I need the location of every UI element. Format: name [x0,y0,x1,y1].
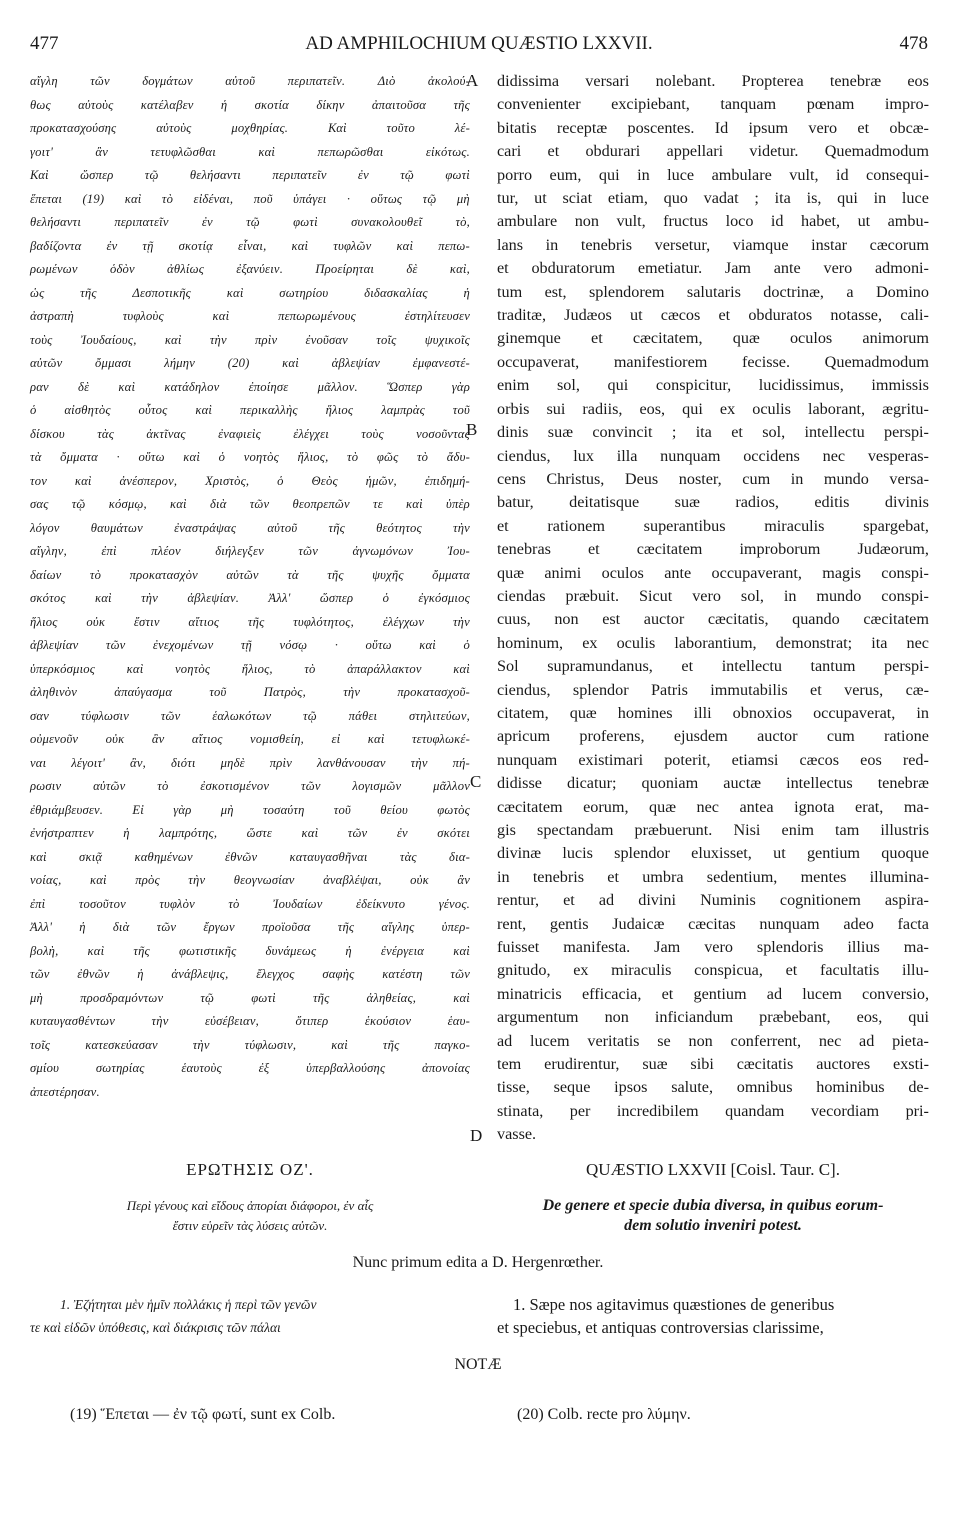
latin-text-line: ciendas præbuit. Sicut vero sol, in mundo conspi- [497,586,929,605]
latin-text-line: rentur, et ad divini Numinis cognitionem aspira- [497,891,929,910]
latin-text-line: ciendus, splendor Patris immutabilis et verus, cæ- [497,680,929,699]
latin-text-line: fuisset manifesta. Jam vero splendoris illius ma- [497,938,929,957]
greek-text-line: ἕπεται (19) καὶ τὸ εἰδέναι, ποῦ ὑπάγει · οὕτως τῷ μὴ [30,191,470,206]
latin-text-line: tum est, splendorem salutaris doctrinæ, a Domino [497,282,929,301]
greek-question-heading: ΕΡΩΤΗΣΙΣ ΟΖ'. [186,1160,314,1179]
edition-note: Nunc primum edita a D. Hergenrœther. [352,1254,604,1271]
latin-text-line: ciendus, lux illa nunquam occidens nec vesperas- [497,446,929,465]
greek-text-line: ἐπὶ τοσοῦτον τυφλὸν τὸ Ἰουδαίων ἐδείκνυτο γένος. [30,896,470,911]
latin-text-line: tur, ut sciat etiam, quo vadat ; ita is, qui in luce [497,189,929,208]
greek-text-line: οὐμενοῦν οὐκ ἂν αἴτιος νομισθείη, εἰ καὶ τετυφλωκέ- [30,732,470,746]
greek-text-line: τὰ ὄμματα · οὕτω καὶ ὁ νοητὸς ἥλιος, τὸ φῶς τὸ ἄδυ- [30,450,470,464]
latin-text-line: bitatis receptæ poscentes. Id ipsum vero et obcæ- [497,118,929,137]
greek-text-line: τον καὶ ἀνέσπερον, Χριστὸς, ὁ Θεὸς ἡμῶν, ἐπιδημή- [30,473,470,488]
greek-text-line: σμίου σωτηρίας ἑαυτοὺς ἐξ ὑπερβαλλούσης ἀπονοίας [30,1061,470,1075]
greek-text-line: ὁ αἰσθητὸς οὗτος καὶ περικαλλὴς ἥλιος λαμπρὰς τοῦ [30,403,470,417]
greek-text-line: Ἀλλ' ἡ διὰ τῶν ἔργων προϊοῦσα τῆς αἴγλης ὑπερ- [30,920,470,934]
latin-question-heading: QUÆSTIO LXXVII [Coisl. Taur. C]. [586,1160,840,1179]
greek-text-line: βολὴ, καὶ τῆς φωτιστικῆς δυνάμεως ἡ ἐνέργεια καὶ [30,943,470,958]
greek-text-line: θως αὐτοὺς κατέλαβεν ἡ σκοτία δίκην ἀπαιτοῦσα τῆς [30,97,470,112]
latin-text-line: batur, deitatisque suæ radios, editis divinis [497,493,929,512]
latin-text-line: vasse. [497,1125,537,1144]
latin-text-line: et rationem superantibus miraculis spargebat, [497,516,929,535]
latin-text-line: ambulare non vult, fructus loco id habet, ut ambu- [497,212,929,231]
greek-text-line: ἀβλεψίαν τῶν ἐνεχομένων τῇ νόσῳ · οὕτω καὶ ὁ [30,638,470,652]
latin-column [497,70,929,1147]
latin-text-line: divinæ lucis splendor eluxisset, ut gentium quoque [497,844,929,863]
greek-text-line: ὡς τῆς Δεσποτικῆς καὶ σωτηρίου διδασκαλίας ἡ [30,285,470,300]
greek-text-line: ναι λέγοιτ' ἂν, διότι μηδὲ πρὶν λανθάνουσαν τὴν πή- [30,755,470,770]
greek-text-line: λόγον θαυμάτων ἐναστράψας αὐτοῦ τῆς θεότητος τὴν [30,520,470,535]
latin-subtitle-line: dem solutio inveniri potest. [624,1217,802,1234]
footnote-19: (19) Ἕπεται — ἐν τῷ φωτί, sunt ex Colb. [70,1406,336,1423]
latin-text-line: minatricis efficacia, et gentium ad lucem conversio, [497,984,929,1003]
latin-p1-line: et speciebus, et antiquas controversias clarissime, [497,1318,824,1337]
greek-text-line: νοίας, καὶ πρὸς τὴν θεογνωσίαν ἀναβλέψαι, οὐκ ἂν [30,873,470,887]
latin-text-line: et obduratorum emetiatur. Jam ante vero admoni- [497,259,929,278]
greek-text-line: αἴγλην, ἐπὶ πλέον διήλεγξεν τῶν ἀγνωμόνων Ἰου- [30,544,470,558]
latin-text-line: didissima versari nolebant. Propterea tenebræ eos [497,72,929,90]
latin-text-line: rent, gentis Judaicæ cæcitas nunquam adeo facta [497,914,929,933]
greek-text-line: ἀστραπὴ τυφλοὺς καὶ πεπωρωμένους ἐστηλίτευσεν [30,309,470,323]
greek-text-line: μὴ προσδραμόντων τῷ φωτὶ τῆς ἀληθείας, καὶ [30,990,470,1005]
greek-p1-line: 1. Ἐζήτηται μὲν ἡμῖν πολλάκις ἡ περὶ τῶν γενῶν [60,1297,317,1312]
greek-text-line: καὶ σκιᾷ καθημένων ἐθνῶν καταυγασθῆναι τὰς δια- [30,849,470,864]
latin-text-line: ginemque et cæcitatem, quæ oculos animorum [497,329,929,348]
page-number-left: 477 [30,33,59,54]
greek-text-line: γοιτ' ἂν τετυφλῶσθαι καὶ πεπωρῶσθαι εἰκότως. [30,144,470,159]
greek-text-line: προκατασχούσης αὐτοὺς μοχθηρίας. Καὶ τοῦτο λέ- [30,121,470,135]
greek-column [30,70,470,1104]
greek-text-line: δίσκου τὰς ἀκτῖνας ἐναφιεὶς ἐλέγχει τοὺς νοσοῦντας [30,426,470,441]
greek-text-line: αἴγλη τῶν δογμάτων αὐτοῦ περιπατεῖν. Διὸ ἀκολού- [30,74,470,88]
latin-text-line: orbis sui radiis, eos, qui ex oculis laborant, ægritu- [497,399,929,418]
latin-text-line: apricum proferens, ejusdem auctor cum ratione [497,727,929,746]
latin-text-line: gnitudo, ex miraculis conspicua, et facultatis illu- [497,961,929,980]
greek-text-line: τοὺς Ἰουδαίους, καὶ τὴν πρὶν ἐνοῦσαν τοῖς ψυχικοῖς [30,332,470,347]
latin-text-line: nunquam existimari poterit, etiamsi cæcos eos red- [497,750,929,769]
latin-text-line: porro eum, qui in luce ambulare vult, id consequi- [497,165,929,184]
latin-text-line: enim sol, qui conspicitur, lucidissimus, immissis [497,376,929,395]
greek-paragraph-1 [30,1293,470,1339]
greek-text-line: σας τῷ κόσμῳ, καὶ διὰ τῶν θεοπρεπῶν τε καὶ ὑπὲρ [30,497,470,511]
latin-text-line: tem erudirentur, suæ sibi cæcitatis auctores exsti- [497,1055,929,1074]
latin-text-line: tenebras et cæcitatem improborum Judæorum, [497,540,929,559]
greek-text-line: δαίων τὸ προκατασχὸν αὐτῶν τὰ τῆς ψυχῆς ὄμματα [30,567,470,582]
latin-text-line: traditæ, Judæos ut cæcos et obduratos notasse, cali- [497,306,929,325]
latin-text-line: dinis suæ convincit ; ita et sol, intellectu perspi- [497,423,929,442]
greek-subtitle-line: ἔστιν εὑρεῖν τὰς λύσεις αὐτῶν. [172,1218,328,1233]
latin-text-line: in tenebris et umbra sedentium, mentes illumina- [497,867,929,886]
greek-text-line: σαν τύφλωσιν τῶν ἑαλωκότων τῷ πάθει στηλιτεύων, [30,708,470,723]
greek-text-line: ἐνήστραπτεν ἡ λαμπρότης, ὥστε καὶ τῶν ἐν σκότει [30,826,470,840]
margin-letter-a: A [466,71,479,90]
margin-letter-c: C [470,772,482,791]
latin-text-line: quæ animi oculos ante occupaverant, magis conspi- [497,563,929,582]
latin-text-line: cari et obdurari appellari videtur. Quemadmodum [497,142,929,161]
margin-letter-d: D [470,1126,483,1145]
latin-text-line: citatem, quæ homines illi obnoxios occupaverat, in [497,703,929,722]
latin-text-line: ad lucem veritatis se non conferrent, nec ad pieta- [497,1031,929,1050]
latin-text-line: cuus, non est auctor cæcitatis, quando cæcitatem [497,610,929,629]
greek-subtitle-line: Περὶ γένους καὶ εἴδους ἀπορίαι διάφοροι, ἐν αἷς [126,1198,374,1213]
greek-text-line: ἐθριάμβευσεν. Εἰ γὰρ μὴ τοσαύτη τοῦ θείου φωτὸς [30,802,470,817]
latin-subtitle-line: De genere et specie dubia diversa, in quibus eorum- [542,1197,884,1214]
greek-text-line: βαδίζοντα ἐν τῇ σκοτίᾳ εἶναι, καὶ τυφλῶν καὶ πεπω- [30,238,470,253]
latin-question-subtitle [497,1196,929,1236]
latin-text-line: cæcitatem eorum, quæ nec antea ignota erat, ma- [497,797,929,816]
greek-text-line: ρωσιν αὐτῶν τὸ ἐσκοτισμένον τῶν λογισμῶν μᾶλλον [30,779,470,793]
latin-text-line: stinata, per incredibilem quandam vecordiam pri- [497,1101,929,1120]
page-number-right: 478 [899,33,928,54]
margin-letter-b: B [466,420,478,439]
greek-text-line: κυταυγασθέντων τὴν εὐσέβειαν, ὅτιπερ ἑκούσιον ἑαυ- [30,1014,470,1028]
greek-p1-line: τε καὶ εἰδῶν ὑπόθεσις, καὶ διάκρισις τῶν πάλαι [30,1320,281,1335]
latin-p1-line: 1. Sæpe nos agitavimus quæstiones de generibus [513,1295,835,1314]
latin-text-line: cens Christus, Deus noster, cum in mundo versa- [497,469,929,488]
greek-text-line: ἀπεστέρησαν. [30,1084,100,1099]
footnote-20: (20) Colb. recte pro λύμην. [517,1406,691,1423]
latin-text-line: convenienter excipiebant, tanquam pœnam impro- [497,95,929,114]
latin-text-line: occupaverat, manifestiorem fecisse. Quemadmodum [497,352,929,371]
greek-question-subtitle [30,1196,470,1236]
latin-text-line: tisse, seque ipsos salute, omnibus hominibus de- [497,1078,929,1097]
greek-text-line: σκότος καὶ τὴν ἀβλεψίαν. Ἀλλ' ὥσπερ ὁ ἐγκόσμιος [30,591,470,605]
greek-text-line: ἥλιος οὐκ ἔστιν αἴτιος τῆς τυφλότητος, ἐλέγχων τὴν [30,614,470,629]
running-header [30,30,928,58]
latin-text-line: didisse dicatur; quoniam auctæ intellectus tenebræ [497,774,929,793]
greek-text-line: ραν δὲ καὶ κατάδηλον ἐποίησε μᾶλλον. Ὥσπερ γὰρ [30,379,470,394]
greek-text-line: θελήσαντι περιπατεῖν ἐν τῷ φωτὶ συνακολουθεῖ τὸ, [30,215,470,229]
latin-paragraph-1 [497,1293,929,1339]
latin-text-line: Sol supramundanus, et intellectu tantum perspi- [497,657,929,676]
greek-text-line: τῶν ἐθνῶν ἡ ἀνάβλεψις, ἔλεγχος σαφὴς κατέστη τῶν [30,967,470,981]
latin-text-line: argumentum non inficiandum præbebant, eos, qui [497,1008,929,1027]
greek-text-line: Καὶ ὥσπερ τῷ θελήσαντι περιπατεῖν ἐν τῷ φωτὶ [30,168,470,182]
running-title: AD AMPHILOCHIUM QUÆSTIO LXXVII. [305,33,653,54]
greek-text-line: ρωμένων ὁδὸν ἀθλίως ἐξανύειν. Προείρηται δὲ καὶ, [30,262,470,276]
latin-text-line: hominum, ex oculis laborantium, demonstrat; ita nec [497,633,929,652]
greek-text-line: τοῖς κατεσκεύασαν τὴν τύφλωσιν, καὶ τῆς παγκο- [30,1037,470,1052]
greek-text-line: αὐτῶν ὄμμασι λήμην (20) καὶ ἀβλεψίαν ἐμφανεστέ- [30,356,470,370]
notes-heading: NOTÆ [454,1356,502,1373]
greek-text-line: ὑπερκόσμιος καὶ νοητὸς ἥλιος, τὸ ἀπαράλλακτον καὶ [30,661,470,676]
latin-text-line: gis spectandam præbuerunt. Nisi enim tam illustris [497,821,929,839]
latin-text-line: lans in tenebris versetur, viamque instar cæcorum [497,235,929,254]
greek-text-line: ἀληθινὸν ἀπαύγασμα τοῦ Πατρὸς, τὴν προκατασχοῦ- [30,685,470,699]
